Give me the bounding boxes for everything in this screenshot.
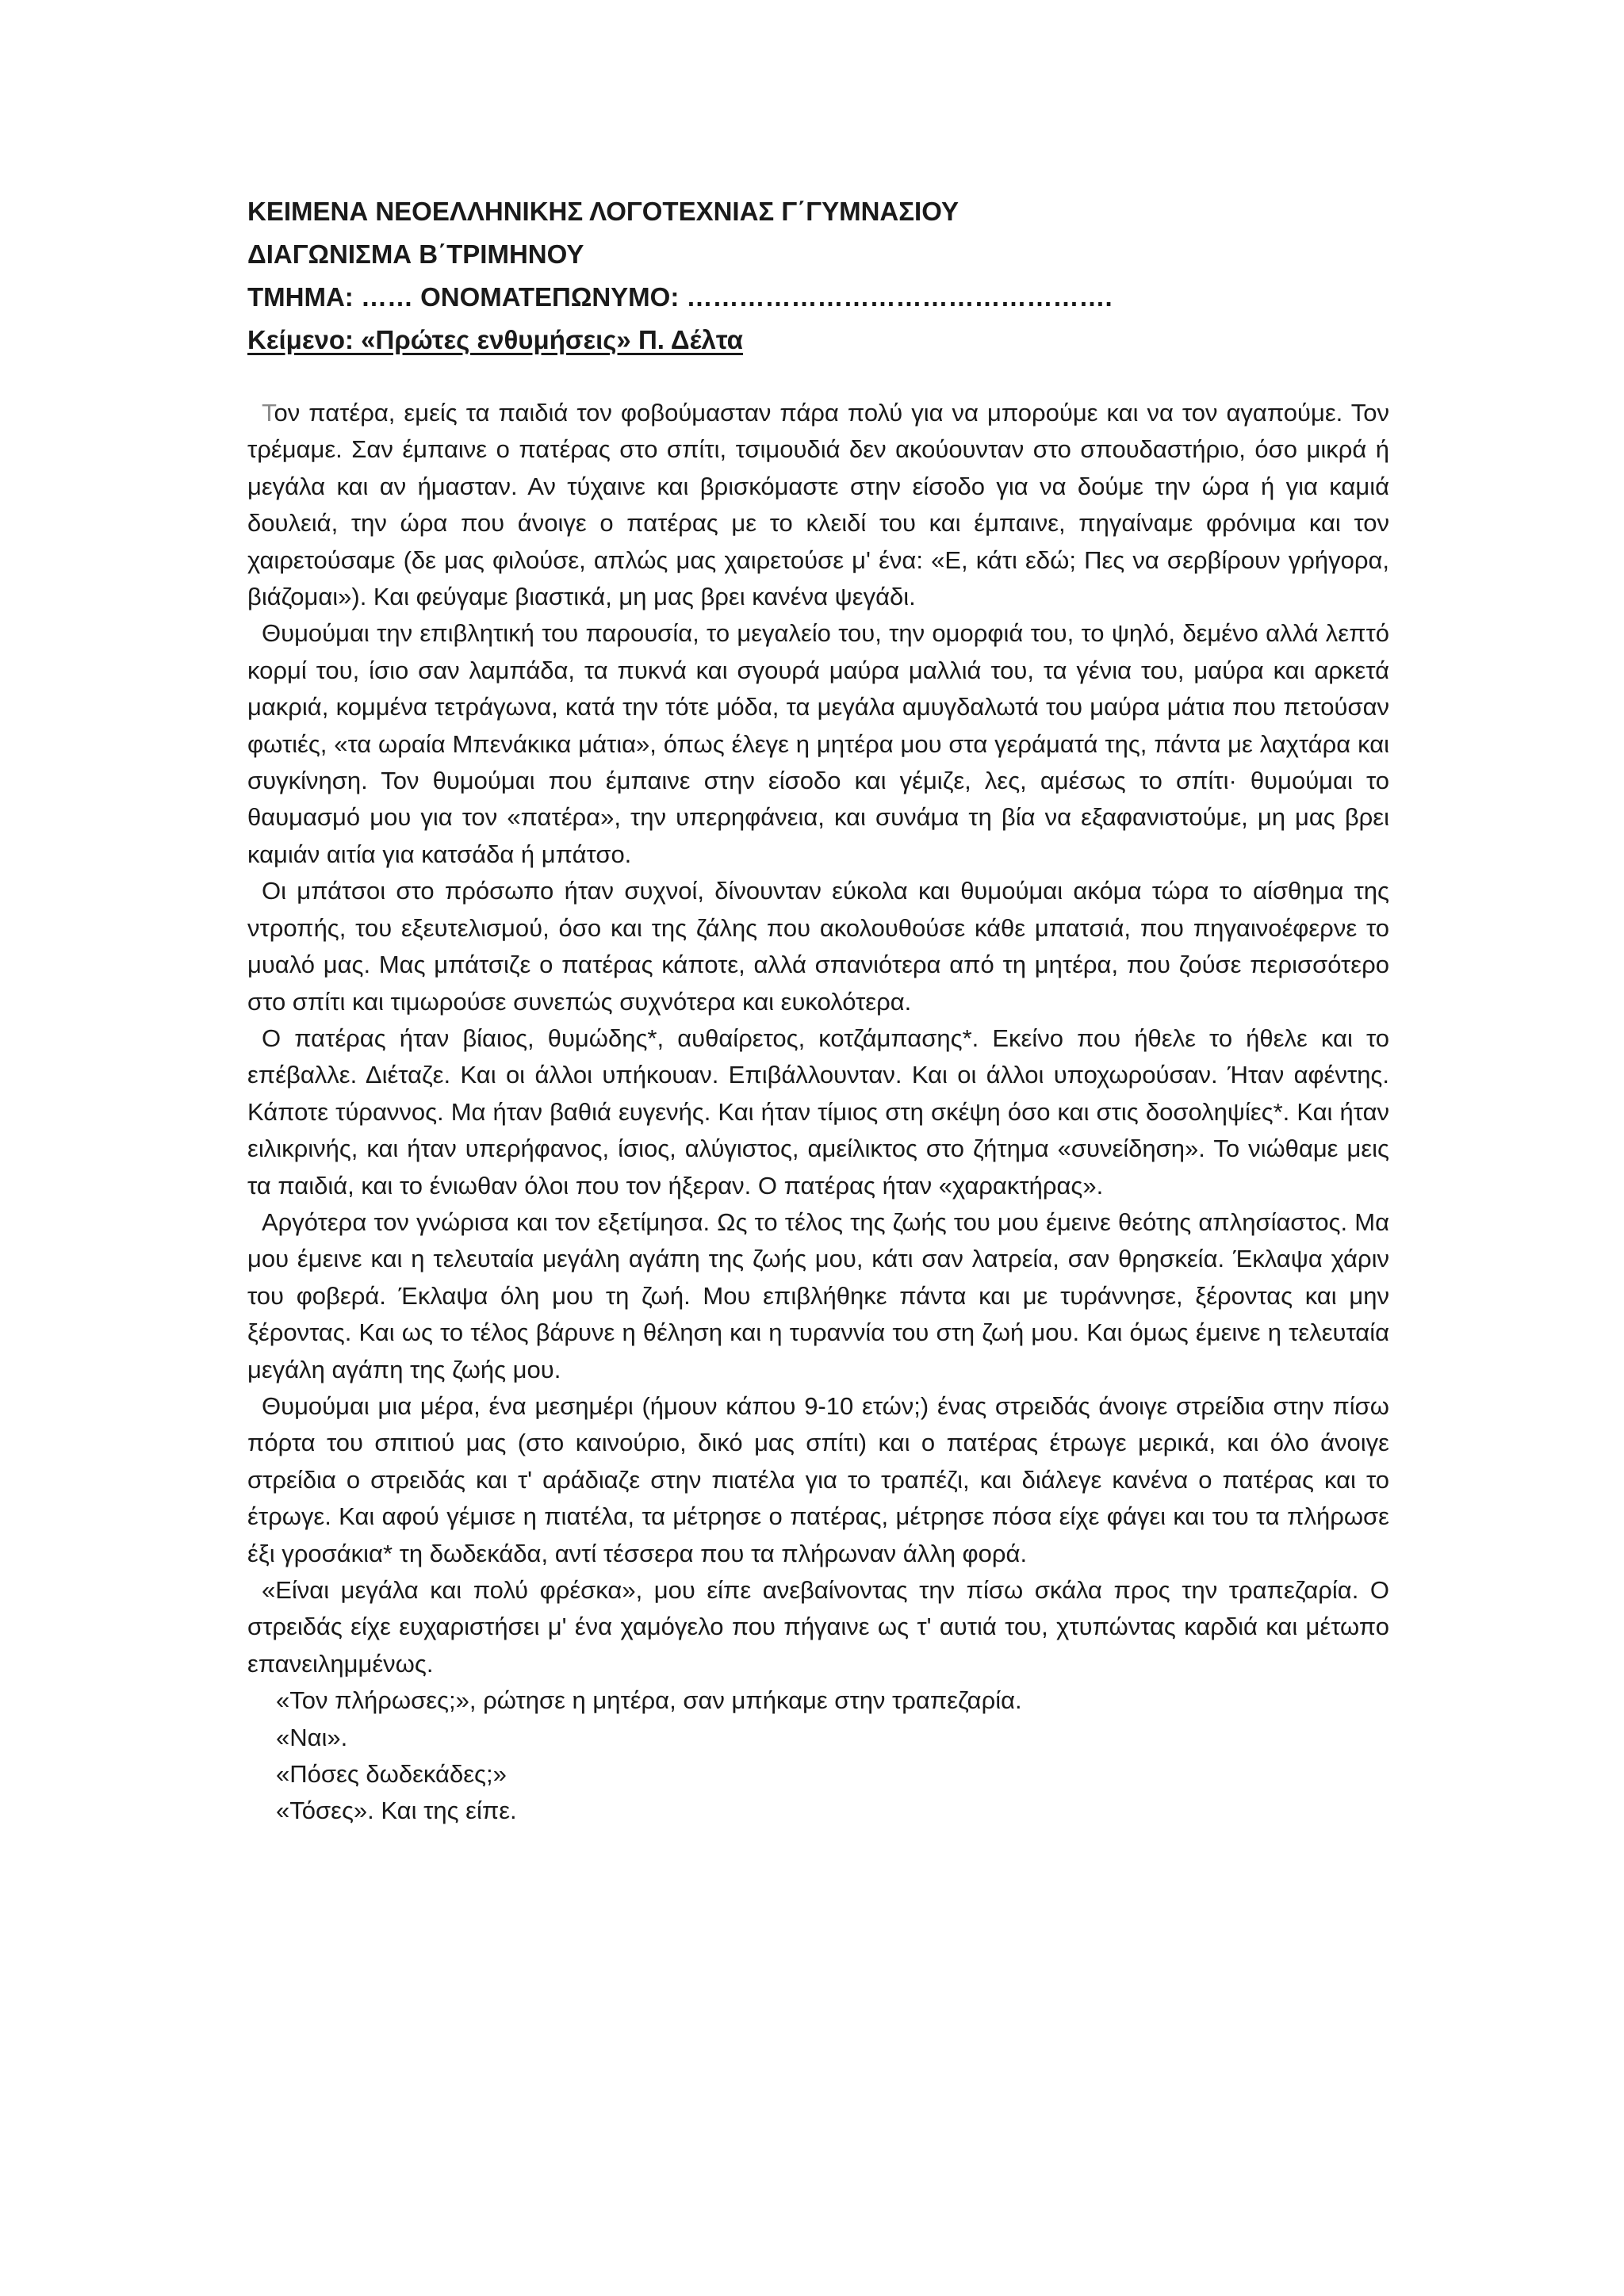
paragraph-7: «Είναι μεγάλα και πολύ φρέσκα», μου είπε ανεβαίνοντας την πίσω σκάλα προς την τραπεζαρία. Ο στρειδάς είχε ευχαριστήσει μ' ένα χαμόγελο που πήγαινε ως τ' αυτιά του, χτυπώντας καρδιά και μέτωπο επανειλημμένως. (247, 1576, 1389, 1678)
literary-text (247, 395, 1389, 1830)
text-source-title: Κείμενο: «Πρώτες ενθυμήσεις» Π. Δέλτα (247, 325, 743, 354)
paragraph-1 (247, 395, 1389, 615)
paragraph-3: Οι μπάτσοι στο πρόσωπο ήταν συχνοί, δίνουνταν εύκολα και θυμούμαι ακόμα τώρα το αίσθημα της ντροπής, του εξευτελισμού, όσο και της ζάλης που ακολουθούσε κάθε μπατσιά, που πηγαινοέφερνε το μυαλό μας. Μας μπάτσιζε ο πατέρας κάποτε, αλλά σπανιότερα από τη μητέρα, που ζούσε περισσότερο στο σπίτι και τιμωρούσε συνεπώς συχνότερα και ευκολότερα. (247, 877, 1389, 1016)
exam-subtitle: ΔΙΑΓΩΝΙΣΜΑ Β΄ΤΡΙΜΗΝΟΥ (247, 239, 584, 269)
dialogue-line-1: «Τον πλήρωσες;», ρώτησε η μητέρα, σαν μπήκαμε στην τραπεζαρία. (276, 1686, 1022, 1715)
document-title: ΚΕΙΜΕΝΑ ΝΕΟΕΛΛΗΝΙΚΗΣ ΛΟΓΟΤΕΧΝΙΑΣ Γ΄ΓΥΜΝΑΣΙΟΥ (247, 197, 959, 226)
paragraph-6: Θυμούμαι μια μέρα, ένα μεσημέρι (ήμουν κάπου 9-10 ετών;) ένας στρειδάς άνοιγε στρείδια στην πίσω πόρτα του σπιτιού μας (στο καινούριο, δικό μας σπίτι) και ο πατέρας έτρωγε μερικά, και όλο άνοιγε στρείδια ο στρειδάς και τ' αράδιαζε στην πιατέλα για το τραπέζι, και διάλεγε κανένα ο πατέρας και το έτρωγε. Και αφού γέμισε η πιατέλα, τα μέτρησε ο πατέρας, μέτρησε πόσα είχε φάγει και του τα πλήρωσε έξι γροσάκια* τη δωδεκάδα, αντί τέσσερα που τα πλήρωναν άλλη φορά. (247, 1391, 1389, 1567)
dialogue-line-3: «Πόσες δωδεκάδες;» (276, 1760, 507, 1789)
paragraph-4: Ο πατέρας ήταν βίαιος, θυμώδης*, αυθαίρετος, κοτζάμπασης*. Εκείνο που ήθελε το ήθελε και το επέβαλλε. Διέταζε. Και οι άλλοι υπήκουαν. Επιβάλλουνταν. Και οι άλλοι υποχωρούσαν. Ήταν αφέντης. Κάποτε τύραννος. Μα ήταν βαθιά ευγενής. Και ήταν τίμιος στη σκέψη όσο και στις δοσοληψίες*. Και ήταν ειλικρινής, και ήταν υπερήφανος, ίσιος, αλύγιστος, αμείλικτος στο ζήτημα «συνείδηση». Το νιώθαμε μεις τα παιδιά, και το ένιωθαν όλοι που τον ήξεραν. Ο πατέρας ήταν «χαρακτήρας». (247, 1024, 1389, 1200)
dialogue-line-2: «Ναι». (276, 1723, 348, 1751)
dialogue-line-4: «Τόσες». Και της είπε. (276, 1797, 517, 1825)
paragraph-1-text: ον πατέρα, εμείς τα παιδιά τον φοβούμασταν πάρα πολύ για να μπορούμε και να τον αγαπούμε. Τον τρέμαμε. Σαν έμπαινε ο πατέρας στο σπίτι, τσιμουδιά δεν ακούουνταν στο σπουδαστήριο, όσο μικρά ή μεγάλα και αν ήμασταν. Αν τύχαινε και βρισκόμαστε στην είσοδο για να δούμε την ώρα ή για καμιά δουλειά, την ώρα που άνοιγε ο πατέρας με το κλειδί του και έμπαινε, πηγαίναμε φρόνιμα και τον χαιρετούσαμε (δε μας φιλούσε, απλώς μας χαιρετούσε μ' ένα: «Ε, κάτι εδώ; Πες να σερβίρουν γρήγορα, βιάζομαι»). Και φεύγαμε βιαστικά, μη μας βρει κανένα ψεγάδι. (247, 399, 1389, 611)
paragraph-5: Αργότερα τον γνώρισα και τον εξετίμησα. Ως το τέλος της ζωής του μου έμεινε θεότης απλησίαστος. Μα μου έμεινε και η τελευταία μεγάλη αγάπη της ζωής μου, κάτι σαν λατρεία, σαν θρησκεία. Έκλαψα χάριν του φοβερά. Έκλαψα όλη μου τη ζωή. Μου επιβλήθηκε πάντα και με τυράννησε, ξέροντας και μην ξέροντας. Και ως το τέλος βάρυνε η θέληση και η τυραννία του στη ζωή μου. Και όμως έμεινε η τελευταία μεγάλη αγάπη της ζωής μου. (247, 1207, 1389, 1383)
document-page (247, 190, 1389, 1830)
paragraph-2: Θυμούμαι την επιβλητική του παρουσία, το μεγαλείο του, την ομορφιά του, το ψηλό, δεμένο αλλά λεπτό κορμί του, ίσιο σαν λαμπάδα, τα πυκνά και σγουρά μαύρα μαλλιά του, τα γένια του, μαύρα και αρκετά μακριά, κομμένα τετράγωνα, κατά την τότε μόδα, τα μεγάλα αμυγδαλωτά του μαύρα μάτια που πετούσαν φωτιές, «τα ωραία Μπενάκικα μάτια», όπως έλεγε η μητέρα μου στα γεράματά της, πάντα με λαχτάρα και συγκίνηση. Τον θυμούμαι που έμπαινε στην είσοδο και γέμιζε, λες, αμέσως το σπίτι· θυμούμαι το θαυμασμό μου για τον «πατέρα», την υπερηφάνεια, και συνάμα τη βία να εξαφανιστούμε, μη μας βρει καμιάν αιτία για κατσάδα ή μπάτσο. (247, 619, 1389, 868)
class-name-line: ΤΜΗΜΑ: …… ΟΝΟΜΑΤΕΠΩΝΥΜΟ: …………………………………………. (247, 282, 1113, 312)
first-letter: Τ (262, 399, 274, 427)
